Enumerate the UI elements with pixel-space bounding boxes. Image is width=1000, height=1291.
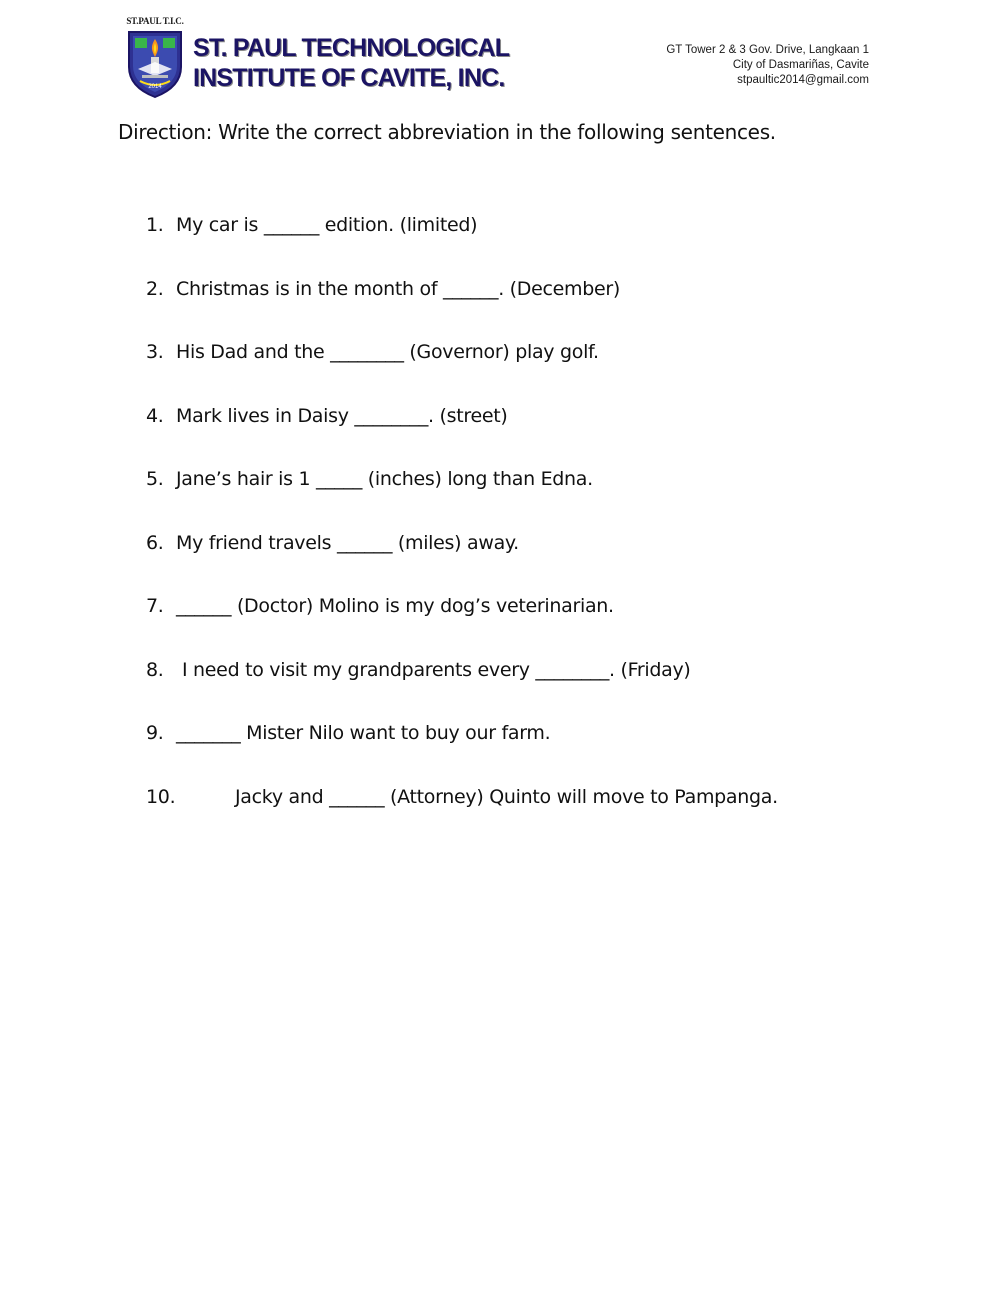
exercise-item — [146, 278, 778, 342]
exercise-item — [146, 722, 778, 786]
exercise-list — [146, 214, 778, 849]
exercise-item — [146, 659, 778, 723]
school-logo — [122, 16, 188, 100]
exercise-item — [146, 405, 778, 469]
item-sentence: My car is ______ edition. (limited) — [176, 214, 478, 236]
exercise-item — [146, 214, 778, 278]
item-number: 10. — [146, 785, 176, 808]
exercise-item — [146, 468, 778, 532]
item-number: 5. — [146, 468, 164, 490]
address-line1: GT Tower 2 & 3 Gov. Drive, Langkaan 1 — [666, 44, 869, 56]
logo-year: 2014 — [148, 84, 162, 90]
item-number: 6. — [146, 531, 164, 554]
item-sentence: Jane’s hair is 1 _____ (inches) long than Edna. — [176, 468, 593, 490]
shield-emblem-icon — [126, 29, 184, 99]
item-sentence: Mark lives in Daisy ________. (street) — [176, 404, 508, 427]
exercise-item — [146, 341, 778, 405]
direction-text: Direction: Write the correct abbreviation in the following sentences. — [118, 120, 776, 144]
school-address — [666, 43, 869, 88]
school-name-line2: INSTITUTE OF CAVITE, INC. — [193, 64, 505, 92]
school-name — [193, 33, 509, 93]
item-number: 4. — [146, 404, 164, 427]
exercise-item — [146, 786, 778, 850]
exercise-item — [146, 532, 778, 596]
item-number: 9. — [146, 722, 164, 744]
item-number: 7. — [146, 595, 164, 617]
item-number: 8. — [146, 658, 164, 681]
item-sentence: Christmas is in the month of ______. (December) — [176, 277, 621, 300]
logo-caption: ST.PAUL T.I.C. — [126, 16, 184, 26]
school-name-line1: ST. PAUL TECHNOLOGICAL — [193, 34, 510, 62]
item-sentence: My friend travels ______ (miles) away. — [176, 531, 519, 554]
item-sentence: I need to visit my grandparents every ________. (Friday) — [182, 658, 691, 681]
item-sentence: His Dad and the ________ (Governor) play golf. — [176, 341, 599, 363]
item-number: 2. — [146, 277, 164, 300]
school-email: stpaultic2014@gmail.com — [737, 74, 869, 86]
item-sentence: _______ Mister Nilo want to buy our farm. — [176, 722, 551, 744]
item-number: 3. — [146, 341, 164, 363]
item-sentence: ______ (Doctor) Molino is my dog’s veterinarian. — [176, 595, 614, 617]
item-sentence: Jacky and ______ (Attorney) Quinto will move to Pampanga. — [235, 785, 778, 808]
address-line2: City of Dasmariñas, Cavite — [732, 59, 869, 71]
exercise-item — [146, 595, 778, 659]
item-number: 1. — [146, 214, 164, 236]
